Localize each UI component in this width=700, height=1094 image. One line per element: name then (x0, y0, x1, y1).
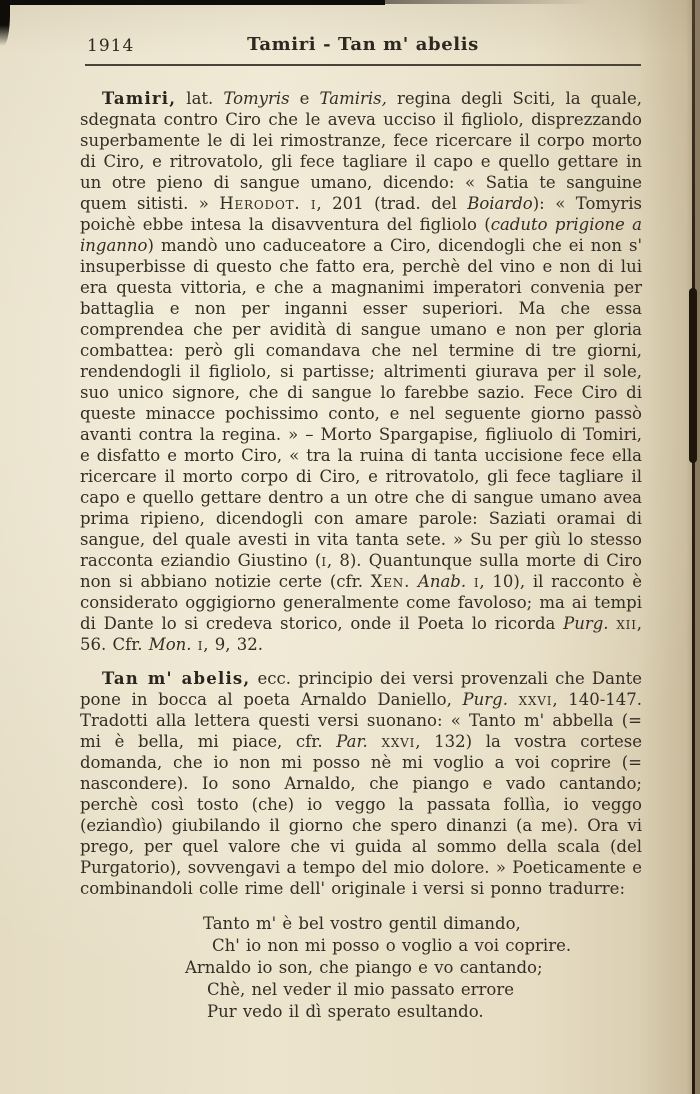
verse-line: Pur vedo il dì sperato esultando. (207, 1002, 484, 1021)
scan-artifact-binding-blob (689, 288, 697, 463)
entry-tan-m-abelis: Tan m' abelis, ecc. principio dei versi provenzali che Dante pone in bocca al poeta Arnaldo Daniello, Purg. xxvi, 140-147. Tradotti alla lettera questi versi suonano: « Tanto m' abbella (= mi è bella, mi piace, cfr. Par. xxvi, 132) la vostra cortese domanda, che io non mi posso nè mi voglio a voi coprire (= nascondere). Io sono Arnaldo, che piango e vado cantando; perchè così tosto (che) io veggo la passata follìa, io veggo (eziandìo) giubilando il giorno che spero dinanzi (a me). Ora vi prego, per quel valore che vi guida al sommo della scala (del Purgatorio), sovvengavi a tempo del mio dolore. » Poeticamente e combinandoli colle rime dell' originale i versi si ponno tradurre: (80, 669, 643, 898)
verse-line: Ch' io non mi posso o voglio a voi coprire. (212, 936, 572, 955)
running-head: Tamiri - Tan m' abelis (247, 34, 479, 55)
verse-line: Tanto m' è bel vostro gentil dimando, (203, 914, 521, 933)
scan-artifact-binding-line (692, 0, 695, 1094)
page-body (80, 88, 642, 1023)
page-number: 1914 (87, 36, 135, 56)
verse-block (185, 913, 642, 1023)
verse-line: Chè, nel veder il mio passato errore (207, 980, 514, 999)
header-rule (85, 64, 641, 66)
page-header (85, 34, 641, 60)
scan-artifact-top-edge (0, 0, 385, 5)
entry-tamiri: Tamiri, lat. Tomyris e Tamiris, regina degli Sciti, la quale, sdegnata contro Ciro che le aveva ucciso il figliolo, disprezzando superbamente le di lei rimostranze, fece ricercare il corpo morto di Ciro, e ritrovatolo, gli fece tagliare il capo e quello gettare in un otre pieno di sangue umano, dicendo: « Satia te sanguine quem sitisti. » Herodot. i, 201 (trad. del Boiardo): « Tomyris poichè ebbe intesa la disavventura del figliolo (caduto prigione a inganno) mandò uno caduceatore a Ciro, dicendogli che ei non s' insuperbisse di questo che fatto era, perchè del vino e non di lui era questa vittoria, e che a magnanimi imperatori convenia per battaglia e non per inganni esser superiori. Ma che essa comprendea che per avidità di sangue umano e non per gloria combattea: però gli comandava che nel termine di tre giorni, rendendogli il figliolo, si partisse; altrimenti giurava per il sole, suo unico signore, che di sangue lo farebbe sazio. Fece Ciro di queste minacce pochissimo conto, e nel seguente giorno passò avanti contra la regina. » – Morto Spargapise, figliuolo di Tomiri, e disfatto e morto Ciro, « tra la ruina di tanta uccisione fece ella ricercare il morto corpo di Ciro, e ritrovatolo, gli fece tagliare il capo e quello gettare dentro a un otre che di sangue umano avea prima ripieno, dicendogli con amare parole: Saziati oramai di sangue, del quale avesti in vita tanta sete. » Su per giù lo stesso racconta eziandio Giustino (i, 8). Quantunque sulla morte di Ciro non si abbiano notizie certe (cfr. Xen. Anab. i, 10), il racconto è considerato oggigiorno generalmente come favoloso; ma ai tempi di Dante lo si credeva storico, onde il Poeta lo ricorda Purg. xii, 56. Cfr. Mon. i, 9, 32. (80, 89, 643, 654)
verse-line: Arnaldo io son, che piango e vo cantando; (185, 958, 543, 977)
scan-artifact-top-left-corner (0, 0, 10, 46)
